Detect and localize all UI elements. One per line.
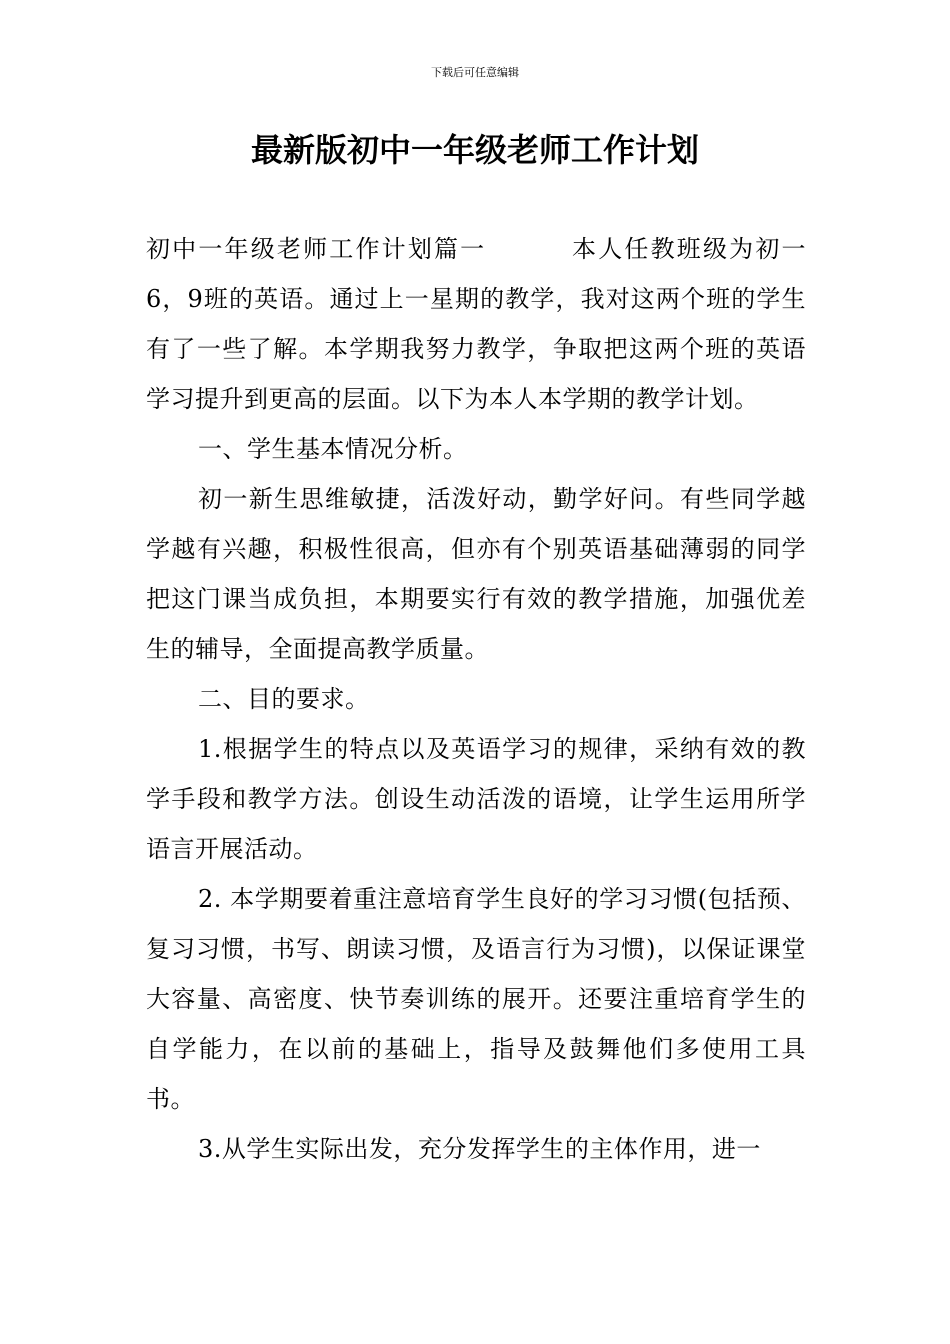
section-heading-1: 一、学生基本情况分析。 [198,435,468,463]
list-item-1: 1.根据学生的特点以及英语学习的规律，采纳有效的教学手段和教学方法。创设生动活泼的语境，让学生运用所学语言开展活动。 [146,735,806,863]
header-note: 下载后可任意编辑 [431,66,519,79]
intro-paragraph [146,224,806,424]
paragraph: 初一新生思维敏捷，活泼好动，勤学好问。有些同学越学越有兴趣，积极性很高，但亦有个别英语基础薄弱的同学把这门课当成负担，本期要实行有效的教学措施，加强优差生的辅导，全面提高教学质量。 [146,485,806,663]
list-item-3: 3.从学生实际出发，充分发挥学生的主体作用，进一 [198,1135,761,1163]
list-item-2: 2. 本学期要着重注意培育学生良好的学习习惯(包括预、复习习惯，书写、朗读习惯，及语言行为习惯)，以保证课堂大容量、高密度、快节奏训练的展开。还要注重培育学生的自学能力，在以前的基础上，指导及鼓舞他们多使用工具书。 [146,885,806,1113]
intro-heading: 初中一年级老师工作计划篇一 [146,235,487,263]
section-heading-2: 二、目的要求。 [198,685,370,713]
document-body [146,224,806,1174]
paragraph-text: 本人任教班级为初一6，9班的英语。通过上一星期的教学，我对这两个班的学生有了一些了解。本学期我努力教学，争取把这两个班的英语学习提升到更高的层面。以下为本人本学期的教学计划。 [146,235,807,413]
document-title: 最新版初中一年级老师工作计划 [250,131,699,169]
